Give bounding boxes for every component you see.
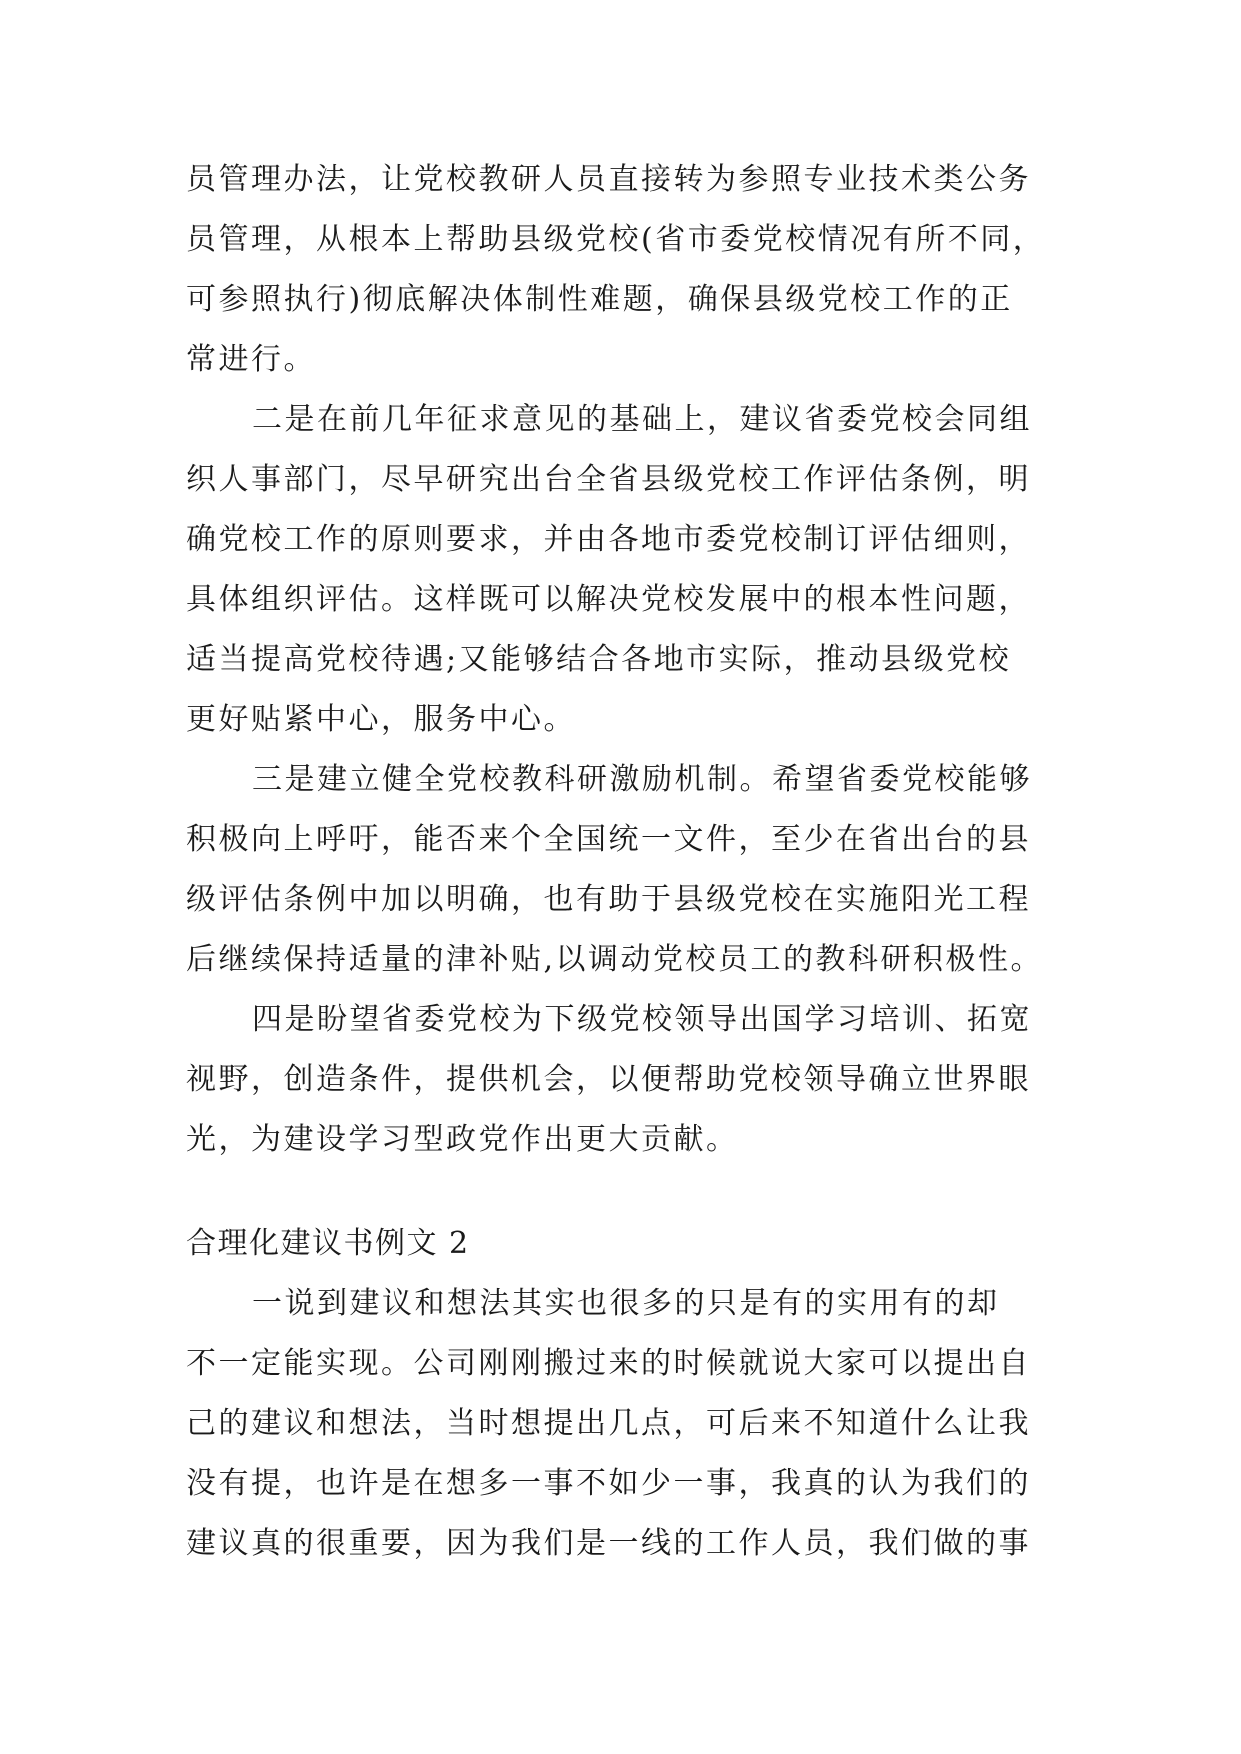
text-line: 具体组织评估。这样既可以解决党校发展中的根本性问题， [186,582,1031,617]
text-line: 级评估条例中加以明确，也有助于县级党校在实施阳光工程 [186,882,1031,917]
section-title: 合理化建议书例文 2 [186,1226,470,1261]
text-line: 员管理办法，让党校教研人员直接转为参照专业技术类公务 [186,162,1031,197]
paragraph-4 [186,990,1066,1170]
paragraph-2 [186,390,1066,750]
text-line: 一说到建议和想法其实也很多的只是有的实用有的却 [252,1286,1000,1321]
text-line: 四是盼望省委党校为下级党校领导出国学习培训、拓宽 [252,1002,1032,1037]
text-line: 确党校工作的原则要求，并由各地市委党校制订评估细则， [186,522,1031,557]
text-line: 更好贴紧中心，服务中心。 [186,702,576,737]
text-line: 建议真的很重要，因为我们是一线的工作人员，我们做的事 [186,1526,1031,1561]
paragraph-1 [186,150,1066,390]
paragraph-3 [186,750,1066,990]
text-line: 没有提，也许是在想多一事不如少一事，我真的认为我们的 [186,1466,1031,1501]
text-line: 二是在前几年征求意见的基础上，建议省委党校会同组 [252,402,1032,437]
section-paragraph [186,1274,1066,1574]
text-line: 适当提高党校待遇;又能够结合各地市实际，推动县级党校 [186,642,1012,677]
text-line: 常进行。 [186,342,316,377]
text-line: 后继续保持适量的津补贴,以调动党校员工的教科研积极性。 [186,942,1044,977]
text-line: 员管理，从根本上帮助县级党校(省市委党校情况有所不同， [186,222,1046,257]
text-line: 己的建议和想法，当时想提出几点，可后来不知道什么让我 [186,1406,1031,1441]
text-line: 积极向上呼吁，能否来个全国统一文件，至少在省出台的县 [186,822,1031,857]
text-line: 三是建立健全党校教科研激励机制。希望省委党校能够 [252,762,1032,797]
text-line: 视野，创造条件，提供机会，以便帮助党校领导确立世界眼 [186,1062,1031,1097]
text-line: 可参照执行)彻底解决体制性难题，确保县级党校工作的正 [186,282,1013,317]
document-body [186,150,1066,1574]
text-line: 不一定能实现。公司刚刚搬过来的时候就说大家可以提出自 [186,1346,1031,1381]
text-line: 光，为建设学习型政党作出更大贡献。 [186,1122,739,1157]
text-line: 织人事部门，尽早研究出台全省县级党校工作评估条例，明 [186,462,1031,497]
